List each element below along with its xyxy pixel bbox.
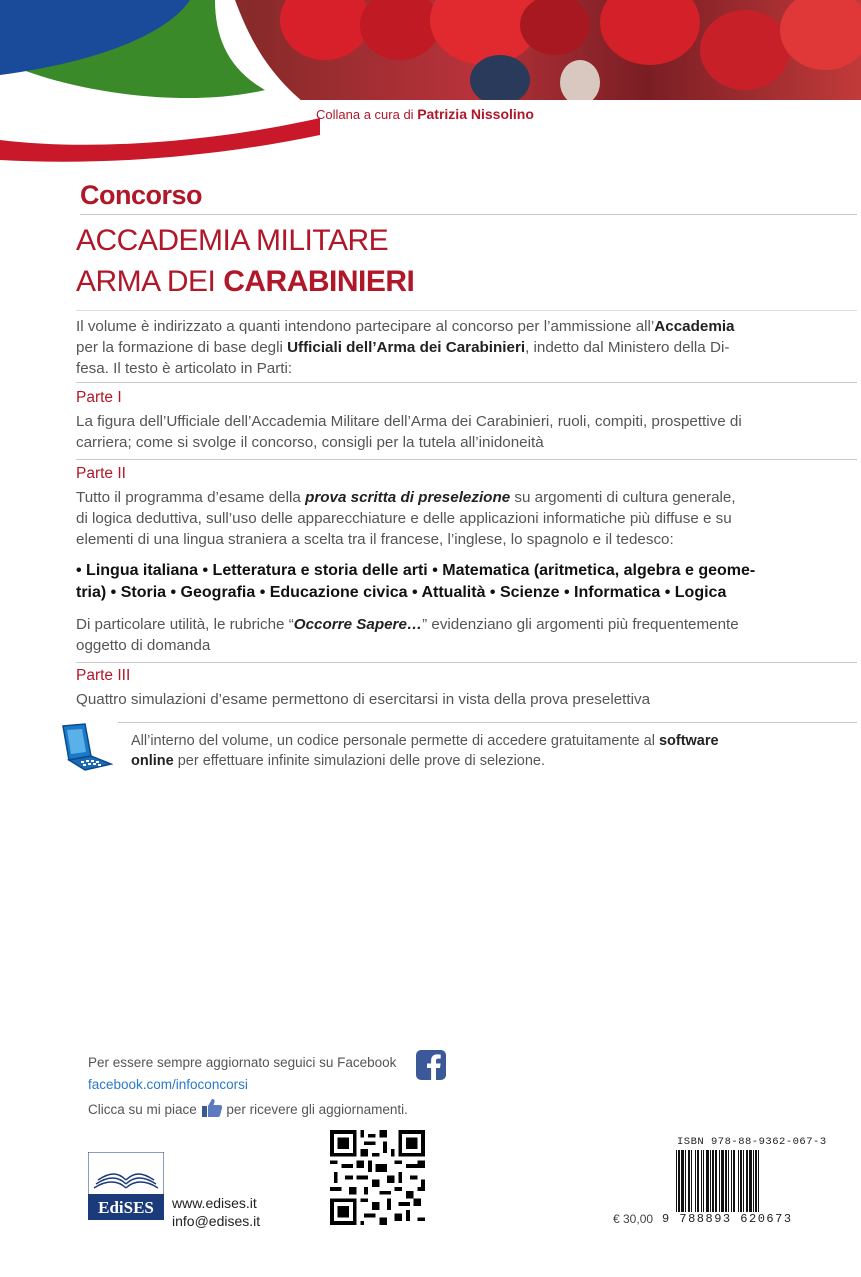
software-bold: software <box>658 733 719 749</box>
edises-logo <box>88 1152 164 1220</box>
barcode-bar <box>755 1150 757 1212</box>
facebook-link[interactable]: facebook.com/infoconcorsi <box>88 1077 248 1092</box>
barcode-bar <box>749 1150 752 1212</box>
parte-1-line: carriera; come si svolge il concorso, consigli per la tutela all’inidoneità <box>76 434 544 451</box>
note-text: ” evidenziano gli argomenti più frequentemente <box>422 616 739 633</box>
laptop-icon <box>55 722 115 772</box>
intro-bold: Ufficiali dell’Arma dei Carabinieri <box>287 339 526 356</box>
series-prefix: Collana a cura di <box>316 107 414 122</box>
series-author: Patrizia Nissolino <box>417 106 534 122</box>
series-editor <box>316 106 534 122</box>
like-text <box>88 1098 408 1118</box>
divider <box>76 459 857 460</box>
parte-1-line: La figura dell’Ufficiale dell’Accademia Militare dell’Arma dei Carabinieri, ruoli, compiti, prospettive di <box>76 413 742 430</box>
title-bold: CARABINIERI <box>223 265 415 298</box>
barcode-bar <box>701 1150 702 1212</box>
divider <box>76 310 857 311</box>
parte-2-text-span: Tutto il programma d’esame della <box>76 489 301 506</box>
barcode-bar <box>706 1150 709 1212</box>
barcode-bar <box>738 1150 739 1212</box>
barcode-bar <box>731 1150 732 1212</box>
parte-2-line: di logica deduttiva, sull’uso delle apparecchiature e delle applicazioni informatiche più diffuse e su <box>76 510 732 527</box>
parte-3-text: Quattro simulazioni d’esame permettono di esercitarsi in vista della prova preselettiva <box>76 691 651 708</box>
software-text: per effettuare infinite simulazioni delle prove di selezione. <box>177 753 546 769</box>
qr-code[interactable] <box>330 1130 425 1225</box>
publisher-contacts <box>172 1194 260 1230</box>
barcode-bar <box>685 1150 686 1212</box>
title-prefix: ARMA DEI <box>76 265 216 298</box>
isbn: ISBN 978-88-9362-067-3 <box>677 1136 827 1148</box>
parte-2-text-span: su argomenti di cultura generale, <box>514 489 736 506</box>
note-text: oggetto di domanda <box>76 637 211 654</box>
divider <box>76 662 857 663</box>
thumbs-up-icon <box>201 1098 223 1118</box>
barcode-bar <box>743 1150 744 1212</box>
parte-2-line: elementi di una lingua straniera a scelta tra il francese, l’inglese, lo spagnolo e il tedesco: <box>76 531 674 548</box>
kicker-title: Concorso <box>80 180 203 210</box>
title-line-2 <box>76 265 414 299</box>
parte-1-text <box>76 411 861 453</box>
topic-line: • Lingua italiana • Letteratura e storia delle arti • Matematica (aritmetica, algebra e geome- <box>76 562 756 579</box>
barcode-digits: 9 788893 620673 <box>662 1212 793 1226</box>
website-link[interactable]: www.edises.it <box>172 1195 257 1211</box>
barcode-bar <box>678 1150 680 1212</box>
software-bold: online <box>131 753 174 769</box>
occorre-sapere-note <box>76 614 861 656</box>
intro-text: Il volume è indirizzato a quanti intendono partecipare al concorso per l’ammissione all’ <box>76 318 655 335</box>
email-link[interactable]: info@edises.it <box>172 1213 261 1229</box>
barcode-bar <box>721 1150 724 1212</box>
barcode-bar <box>758 1150 759 1212</box>
barcode-bar <box>740 1150 742 1212</box>
divider <box>76 382 857 383</box>
barcode-bar <box>753 1150 754 1212</box>
barcode-bar <box>697 1150 699 1212</box>
barcode-bar <box>681 1150 684 1212</box>
intro-bold: Accademia <box>654 318 735 335</box>
divider <box>118 722 857 723</box>
intro-text: per la formazione di base degli <box>76 339 283 356</box>
barcode-bar <box>691 1150 692 1212</box>
note-emphasis: Occorre Sapere… <box>293 616 423 633</box>
topic-line: tria) • Storia • Geografia • Educazione civica • Attualità • Scienze • Informatica • Logica <box>76 584 727 601</box>
parte-2-emphasis: prova scritta di preselezione <box>305 489 511 506</box>
svg-text:EdiSES: EdiSES <box>98 1198 154 1217</box>
title-line-1: ACCADEMIA MILITARE <box>76 224 389 257</box>
divider <box>80 214 857 215</box>
barcode-bar <box>719 1150 720 1212</box>
barcode-bar <box>712 1150 714 1212</box>
parte-3-heading: Parte III <box>76 667 131 684</box>
barcode-bar <box>676 1150 677 1212</box>
software-note <box>131 731 861 771</box>
facebook-icon[interactable] <box>416 1050 446 1080</box>
barcode-bar <box>746 1150 748 1212</box>
topic-list <box>76 560 861 604</box>
barcode <box>674 1150 794 1212</box>
parte-1-heading: Parte I <box>76 389 122 406</box>
parte-2-text <box>76 487 861 550</box>
intro-text: fesa. Il testo è articolato in Parti: <box>76 360 293 377</box>
software-text: All’interno del volume, un codice personale permette di accedere gratuitamente al <box>131 733 655 749</box>
barcode-bar <box>725 1150 727 1212</box>
barcode-bar <box>703 1150 704 1212</box>
barcode-bar <box>715 1150 717 1212</box>
barcode-bar <box>710 1150 711 1212</box>
price: € 30,00 <box>613 1212 654 1226</box>
facebook-follow-text: Per essere sempre aggiornato seguici su Facebook <box>88 1055 397 1070</box>
intro-text: , indetto dal Ministero della Di- <box>525 339 730 356</box>
barcode-bar <box>728 1150 729 1212</box>
note-text: Di particolare utilità, le rubriche “ <box>76 616 294 633</box>
barcode-bar <box>695 1150 696 1212</box>
parte-2-heading: Parte II <box>76 465 126 482</box>
like-text-b: per ricevere gli aggiornamenti. <box>226 1102 408 1117</box>
flag-swoosh <box>0 0 320 170</box>
barcode-bar <box>733 1150 735 1212</box>
like-text-a: Clicca su mi piace <box>88 1102 197 1117</box>
intro-paragraph <box>76 316 861 379</box>
barcode-bar <box>688 1150 690 1212</box>
